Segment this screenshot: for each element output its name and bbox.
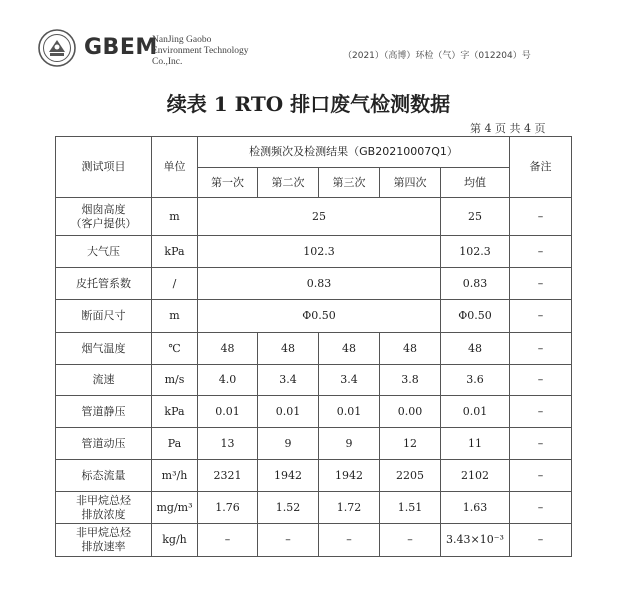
row-run-value: 13 — [198, 428, 258, 460]
row-item-line: 皮托管系数 — [76, 276, 131, 290]
row-run-value: 48 — [380, 333, 441, 365]
row-merged-value: Φ0.50 — [198, 300, 441, 333]
row-run-value: 9 — [258, 428, 319, 460]
row-unit: / — [152, 268, 198, 300]
row-item — [56, 333, 152, 365]
table-row — [56, 428, 572, 460]
page-title: 续表 1 RTO 排口废气检测数据 — [166, 92, 451, 116]
row-unit: mg/m³ — [152, 492, 198, 524]
page-indicator: 第 4 页 共 4 页 — [470, 122, 546, 135]
table-row — [56, 365, 572, 396]
row-run-value: 0.00 — [380, 396, 441, 428]
table-row — [56, 460, 572, 492]
row-item-line: 断面尺寸 — [81, 309, 126, 322]
row-item-line: 非甲烷总烃 — [76, 493, 131, 507]
row-run-value: 48 — [198, 333, 258, 365]
header-item: 测试项目 — [56, 137, 152, 198]
header-run-3: 第三次 — [319, 168, 380, 198]
row-item-line: 管道动压 — [81, 436, 126, 450]
row-average: 25 — [441, 198, 510, 236]
row-item — [56, 268, 152, 300]
row-merged-value: 102.3 — [198, 236, 441, 268]
row-remark: – — [510, 492, 572, 524]
row-run-value: 4.0 — [198, 365, 258, 396]
row-remark: – — [510, 268, 572, 300]
company-line: NanJing Gaobo — [152, 35, 212, 45]
row-item-line: 大气压 — [87, 244, 120, 258]
row-remark: – — [510, 198, 572, 236]
row-remark: – — [510, 236, 572, 268]
row-item-line: 流速 — [92, 373, 115, 386]
row-average: 0.83 — [441, 268, 510, 300]
row-unit: Pa — [152, 428, 198, 460]
header-unit: 单位 — [152, 137, 198, 198]
row-run-value: – — [380, 524, 441, 557]
table-row — [56, 396, 572, 428]
company-line: Co.,Inc. — [152, 57, 183, 67]
header-average: 均值 — [441, 168, 510, 198]
row-item-line: 管道静压 — [81, 404, 126, 418]
row-item-line: 烟囱高度 — [81, 202, 126, 216]
table-row — [56, 198, 572, 236]
emission-data-table — [55, 136, 572, 557]
company-line: Environment Technology — [152, 46, 249, 56]
brand-name: GBEM — [84, 35, 158, 60]
row-unit: kg/h — [152, 524, 198, 557]
header-remark: 备注 — [510, 137, 572, 198]
row-run-value: 48 — [258, 333, 319, 365]
row-run-value: 3.4 — [319, 365, 380, 396]
header-run-2: 第二次 — [258, 168, 319, 198]
row-run-value: 0.01 — [319, 396, 380, 428]
row-item-line: 排放浓度 — [81, 507, 126, 521]
row-average: Φ0.50 — [441, 300, 510, 333]
row-average: 0.01 — [441, 396, 510, 428]
row-average: 48 — [441, 333, 510, 365]
row-item-line: 标态流量 — [81, 468, 126, 482]
row-run-value: 9 — [319, 428, 380, 460]
company-seal-logo — [38, 29, 76, 67]
row-unit: m — [152, 300, 198, 333]
row-item — [56, 300, 152, 333]
row-unit: kPa — [152, 396, 198, 428]
row-run-value: 1942 — [319, 460, 380, 492]
row-run-value: – — [258, 524, 319, 557]
row-remark: – — [510, 365, 572, 396]
row-run-value: 48 — [319, 333, 380, 365]
row-run-value: 2321 — [198, 460, 258, 492]
row-item — [56, 428, 152, 460]
table-row — [56, 236, 572, 268]
header-run-1: 第一次 — [198, 168, 258, 198]
row-run-value: 3.4 — [258, 365, 319, 396]
row-item — [56, 198, 152, 236]
row-run-value: 1942 — [258, 460, 319, 492]
row-run-value: 0.01 — [258, 396, 319, 428]
row-item — [56, 492, 152, 524]
row-unit: kPa — [152, 236, 198, 268]
row-item-line: 排放速率 — [81, 540, 126, 553]
company-name — [152, 35, 249, 68]
letterhead — [0, 0, 617, 80]
row-average: 3.43×10⁻³ — [441, 524, 510, 557]
row-run-value: 1.72 — [319, 492, 380, 524]
row-run-value: 1.52 — [258, 492, 319, 524]
row-run-value: 1.76 — [198, 492, 258, 524]
row-average: 11 — [441, 428, 510, 460]
row-remark: – — [510, 524, 572, 557]
report-number: （2021）（高博）环检（气）字（012204）号 — [343, 51, 531, 61]
row-run-value: 1.51 — [380, 492, 441, 524]
row-run-value: 0.01 — [198, 396, 258, 428]
table-row — [56, 268, 572, 300]
row-item — [56, 460, 152, 492]
table-row — [56, 524, 572, 557]
row-run-value: 3.8 — [380, 365, 441, 396]
row-average: 1.63 — [441, 492, 510, 524]
table-row — [56, 333, 572, 365]
row-unit: m — [152, 198, 198, 236]
header-frequency-results: 检测频次及检测结果（GB20210007Q1） — [198, 137, 510, 168]
row-average: 102.3 — [441, 236, 510, 268]
row-unit: m/s — [152, 365, 198, 396]
row-item — [56, 236, 152, 268]
row-item — [56, 524, 152, 557]
row-average: 2102 — [441, 460, 510, 492]
row-item — [56, 365, 152, 396]
row-remark: – — [510, 428, 572, 460]
row-merged-value: 25 — [198, 198, 441, 236]
row-item-line: （客户提供） — [70, 216, 137, 230]
row-run-value: – — [319, 524, 380, 557]
table-row — [56, 492, 572, 524]
row-unit: m³/h — [152, 460, 198, 492]
row-average: 3.6 — [441, 365, 510, 396]
row-remark: – — [510, 333, 572, 365]
row-run-value: 12 — [380, 428, 441, 460]
row-run-value: – — [198, 524, 258, 557]
row-item-line: 非甲烷总烃 — [76, 526, 131, 539]
row-run-value: 2205 — [380, 460, 441, 492]
row-remark: – — [510, 300, 572, 333]
row-merged-value: 0.83 — [198, 268, 441, 300]
row-item — [56, 396, 152, 428]
header-run-4: 第四次 — [380, 168, 441, 198]
row-remark: – — [510, 396, 572, 428]
row-remark: – — [510, 460, 572, 492]
table-row — [56, 300, 572, 333]
row-unit: ℃ — [152, 333, 198, 365]
row-item-line: 烟气温度 — [81, 341, 126, 355]
